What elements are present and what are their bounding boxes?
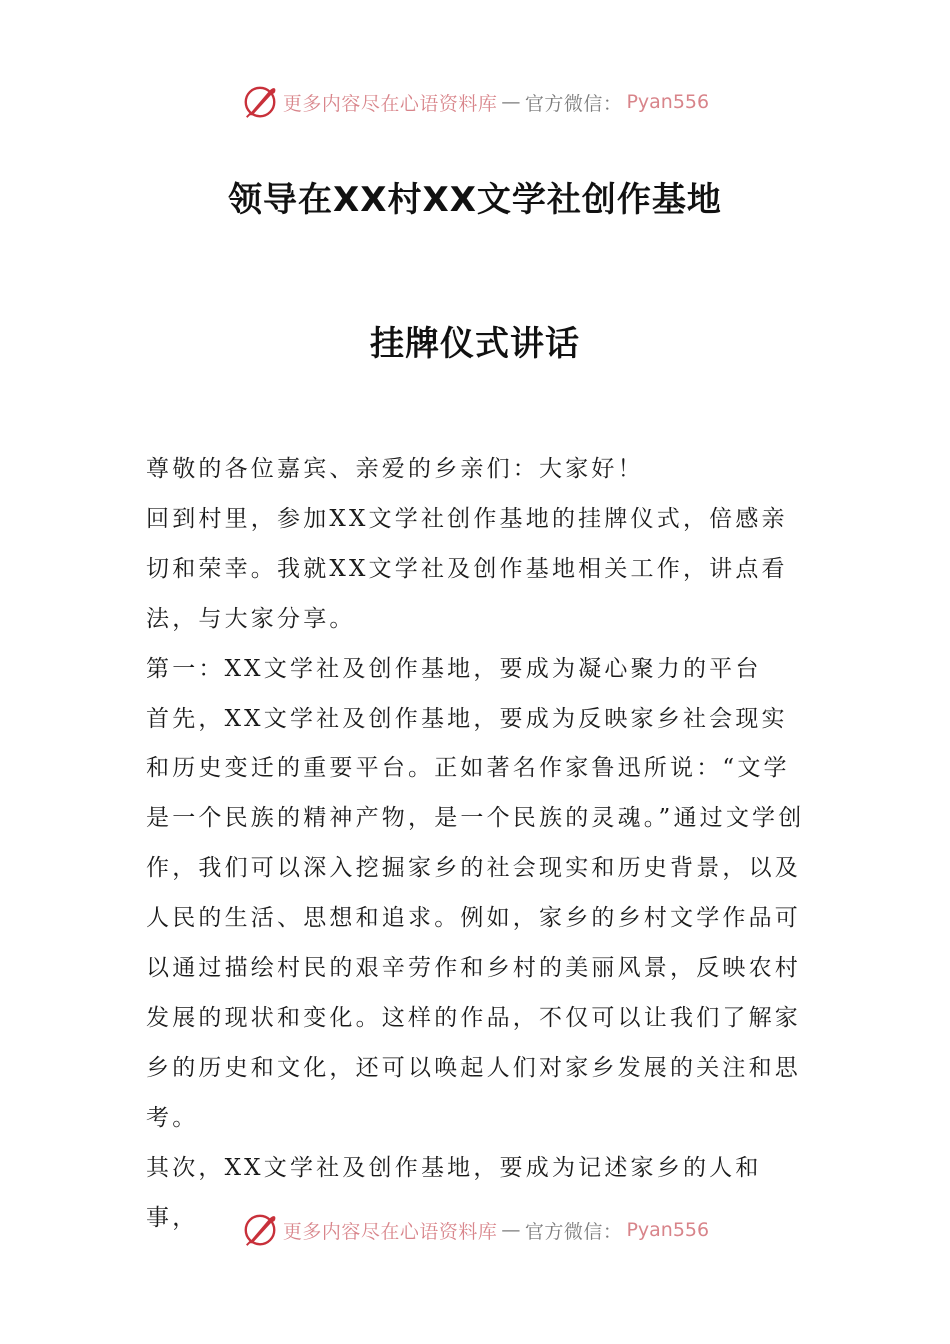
banner-wechat-label: 官方微信： <box>524 1220 623 1243</box>
quill-logo-icon <box>241 1211 279 1249</box>
banner-wechat-id: Pyan556 <box>626 91 710 113</box>
document-title-line-2: 挂牌仪式讲话 <box>370 324 580 364</box>
document-body <box>146 445 811 1244</box>
paragraph-second-point: 其次，XX文学社及创作基地，要成为记述家乡的人和事， <box>146 1154 762 1231</box>
footer-banner <box>0 1210 950 1250</box>
paragraph-greeting: 尊敬的各位嘉宾、亲爱的乡亲们：大家好！ <box>146 456 644 482</box>
banner-wechat-id: Pyan556 <box>626 1219 710 1241</box>
banner-dash: — <box>501 91 521 113</box>
banner-site-name: 更多内容尽在心语资料库 <box>282 92 498 115</box>
section-heading-first: 第一：XX文学社及创作基地，要成为凝心聚力的平台 <box>146 655 762 682</box>
header-banner <box>0 82 950 122</box>
banner-dash: — <box>501 1219 521 1241</box>
document-title-line-1: 领导在XX村XX文学社创作基地 <box>228 180 722 220</box>
paragraph-intro: 回到村里，参加XX文学社创作基地的挂牌仪式，倍感亲切和荣幸。我就XX文学社及创作基地相关工作，讲点看法，与大家分享。 <box>146 505 788 632</box>
banner-wechat-label: 官方微信： <box>524 92 623 115</box>
quill-logo-icon <box>241 83 279 121</box>
banner-site-name: 更多内容尽在心语资料库 <box>282 1220 498 1243</box>
paragraph-first-point: 首先，XX文学社及创作基地，要成为反映家乡社会现实和历史变迁的重要平台。正如著名作家鲁迅所说：“文学是一个民族的精神产物，是一个民族的灵魂。”通过文学创作，我们可以深入挖掘家乡的社会现实和历史背景，以及人民的生活、思想和追求。例如，家乡的乡村文学作品可以通过描绘村民的艰辛劳作和乡村的美丽风景，反映农村发展的现状和变化。这样的作品，不仅可以让我们了解家乡的历史和文化，还可以唤起人们对家乡发展的关注和思考。 <box>146 705 805 1131</box>
